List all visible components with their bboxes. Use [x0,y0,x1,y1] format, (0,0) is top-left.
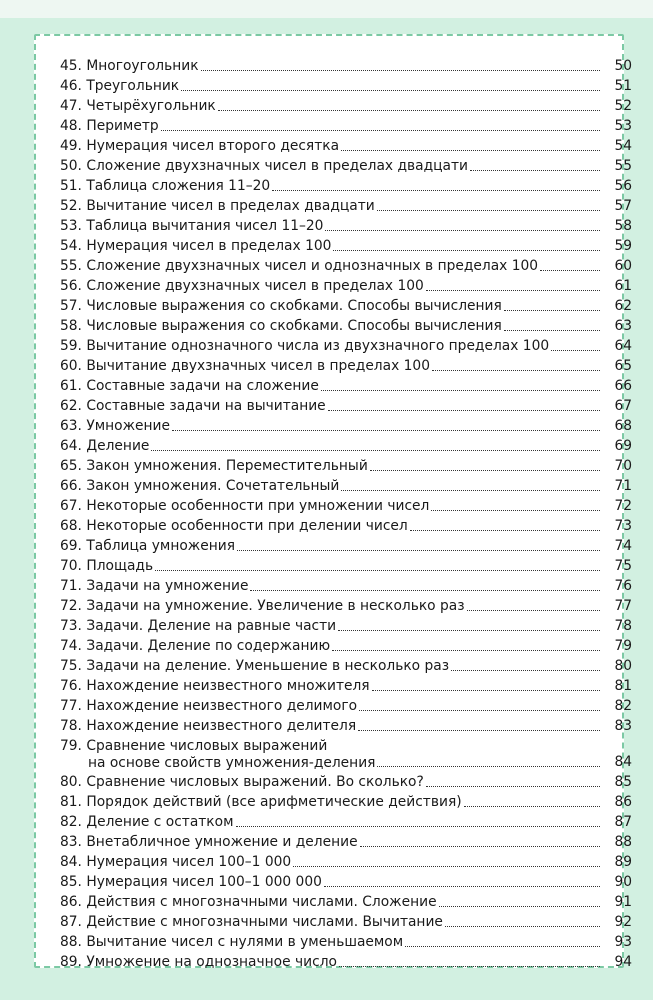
dot-leader [405,946,600,947]
toc-entry-page-number: 50 [614,58,632,74]
toc-entry-number: 62. [60,398,82,414]
toc-entry-text: Площадь [86,558,154,574]
dot-leader [161,130,600,131]
toc-entry[interactable] [60,336,632,356]
toc-entry-page-number: 93 [614,934,632,950]
toc-entry-title [60,696,357,716]
toc-entry-number: 70. [60,558,82,574]
toc-entry-number: 88. [60,934,82,950]
toc-entry[interactable] [60,376,632,396]
toc-entry[interactable] [60,772,632,792]
toc-entry-number: 63. [60,418,82,434]
toc-entry-number: 60. [60,358,82,374]
toc-entry[interactable] [60,616,632,636]
toc-entry-title [60,196,375,216]
toc-entry-page-number: 87 [614,814,632,830]
toc-entry[interactable] [60,56,632,76]
toc-entry-title [60,476,339,496]
toc-entry-page-number: 86 [614,794,632,810]
toc-entry[interactable] [60,316,632,336]
toc-entry-title [60,256,538,276]
toc-entry-text: Сравнение числовых выражений [86,738,328,754]
toc-entry-page-number: 94 [614,954,632,970]
dot-leader [464,806,600,807]
toc-entry-title [60,216,323,236]
dot-leader [359,710,600,711]
toc-entry-text: Периметр [86,118,159,134]
toc-entry[interactable] [60,696,632,716]
toc-entry-number: 56. [60,278,82,294]
dot-leader [370,470,600,471]
toc-entry-title [60,116,159,136]
toc-entry-text: Закон умножения. Переместительный [86,458,368,474]
toc-entry-title [60,656,449,676]
dot-leader [341,150,600,151]
dot-leader [321,390,600,391]
toc-entry-text: Закон умножения. Сочетательный [86,478,340,494]
table-of-contents [60,56,632,972]
toc-entry-text: Нахождение неизвестного делимого [86,698,358,714]
toc-entry-text: Числовые выражения со скобками. Способы вычисления [86,298,502,314]
dot-leader [372,690,600,691]
toc-entry-page-number: 76 [614,578,632,594]
dot-leader [293,866,600,867]
toc-entry-title [60,156,468,176]
toc-entry[interactable] [60,596,632,616]
dot-leader [377,766,600,767]
toc-entry-number: 82. [60,814,82,830]
toc-entry-title [60,812,234,832]
toc-entry-number: 67. [60,498,82,514]
toc-entry-text: Нахождение неизвестного множителя [86,678,370,694]
toc-entry-page-number: 55 [614,158,632,174]
toc-entry-number: 53. [60,218,82,234]
toc-entry-number: 83. [60,834,82,850]
toc-entry-page-number: 51 [614,78,632,94]
toc-entry[interactable] [60,676,632,696]
dot-leader [551,350,600,351]
toc-entry-text: Таблица сложения 11–20 [86,178,271,194]
toc-entry[interactable] [60,356,632,376]
dot-leader [332,650,600,651]
dot-leader [272,190,600,191]
toc-entry-text: Задачи. Деление по содержанию [86,638,331,654]
toc-entry-number: 57. [60,298,82,314]
dot-leader [151,450,600,451]
toc-entry-page-number: 60 [614,258,632,274]
toc-entry-page-number: 66 [614,378,632,394]
toc-entry-text: Внетабличное умножение и деление [86,834,358,850]
toc-entry-page-number: 71 [614,478,632,494]
toc-entry[interactable] [60,852,632,872]
toc-entry-title [60,738,375,772]
toc-entry-text: Задачи на умножение [86,578,249,594]
dot-leader [328,410,600,411]
toc-entry-number: 87. [60,914,82,930]
toc-entry-page-number: 57 [614,198,632,214]
toc-entry-title [60,536,235,556]
toc-entry[interactable] [60,296,632,316]
toc-entry-text: Действие с многозначными числами. Вычитание [86,914,443,930]
toc-entry-text: Сложение двухзначных чисел в пределах двадцати [86,158,468,174]
toc-entry-page-number: 89 [614,854,632,870]
dot-leader [181,90,600,91]
toc-entry-text: Некоторые особенности при умножении чисел [86,498,430,514]
toc-entry-page-number: 72 [614,498,632,514]
toc-entry[interactable] [60,952,632,972]
toc-entry[interactable] [60,832,632,852]
dot-leader [470,170,600,171]
toc-entry[interactable] [60,416,632,436]
toc-entry-number: 75. [60,658,82,674]
toc-entry[interactable] [60,176,632,196]
toc-entry-number: 51. [60,178,82,194]
toc-entry-page-number: 69 [614,438,632,454]
toc-entry-number: 78. [60,718,82,734]
toc-entry-page-number: 58 [614,218,632,234]
toc-entry-title [60,516,408,536]
toc-entry-page-number: 59 [614,238,632,254]
toc-entry-text: Составные задачи на сложение [86,378,319,394]
dot-leader [445,926,600,927]
toc-entry[interactable] [60,932,632,952]
toc-entry-page-number: 63 [614,318,632,334]
toc-entry-title [60,496,429,516]
toc-entry-number: 76. [60,678,82,694]
toc-entry-text: Таблица вычитания чисел 11–20 [86,218,324,234]
toc-entry-text: Нумерация чисел 100–1 000 000 [86,874,322,890]
toc-entry-number: 68. [60,518,82,534]
toc-entry-text: Числовые выражения со скобками. Способы вычисления [86,318,502,334]
toc-entry-number: 49. [60,138,82,154]
toc-entry-title [60,772,424,792]
toc-entry-text: Составные задачи на вычитание [86,398,326,414]
toc-entry-page-number: 84 [614,754,632,770]
dot-leader [358,730,600,731]
toc-entry-title [60,912,443,932]
toc-entry-title [60,872,322,892]
toc-entry-page-number: 65 [614,358,632,374]
toc-entry-title [60,296,502,316]
toc-entry-title [60,636,330,656]
dot-leader [540,270,600,271]
toc-entry-number: 59. [60,338,82,354]
toc-entry-number: 61. [60,378,82,394]
toc-entry-title [60,96,216,116]
toc-entry-text: Задачи на деление. Уменьшение в несколько раз [86,658,450,674]
toc-entry-page-number: 56 [614,178,632,194]
toc-entry-number: 47. [60,98,82,114]
toc-entry-text: Нахождение неизвестного делителя [86,718,357,734]
toc-entry-number: 85. [60,874,82,890]
toc-entry-title [60,376,319,396]
toc-entry-title [60,852,291,872]
toc-entry-title [60,316,502,336]
toc-entry[interactable] [60,792,632,812]
toc-entry-page-number: 80 [614,658,632,674]
toc-entry-page-number: 74 [614,538,632,554]
toc-entry-text: Вычитание двухзначных чисел в пределах 100 [86,358,430,374]
toc-entry-text: Многоугольник [86,58,199,74]
dot-leader [360,846,600,847]
toc-entry-text: Сложение двухзначных чисел и однозначных в пределах 100 [86,258,539,274]
toc-entry-text: Вычитание однозначного числа из двухзначного пределах 100 [86,338,550,354]
toc-entry-page-number: 67 [614,398,632,414]
toc-entry[interactable] [60,396,632,416]
toc-entry-title [60,952,337,972]
toc-entry-number: 50. [60,158,82,174]
toc-entry-number: 64. [60,438,82,454]
toc-entry-text: Вычитание чисел в пределах двадцати [86,198,375,214]
toc-entry-title [60,176,270,196]
toc-entry-number: 81. [60,794,82,810]
toc-entry-number: 77. [60,698,82,714]
dot-leader [504,310,600,311]
dot-leader [172,430,600,431]
dot-leader [431,510,600,511]
toc-entry-page-number: 70 [614,458,632,474]
dot-leader [426,786,600,787]
toc-entry[interactable] [60,516,632,536]
toc-entry-text: Вычитание чисел с нулями в уменьшаемом [86,934,404,950]
toc-entry[interactable] [60,256,632,276]
toc-entry-page-number: 77 [614,598,632,614]
toc-entry-number: 71. [60,578,82,594]
toc-entry-number: 84. [60,854,82,870]
toc-entry[interactable] [60,116,632,136]
toc-entry-title [60,932,403,952]
toc-entry-title [60,616,336,636]
toc-entry-page-number: 78 [614,618,632,634]
toc-entry-page-number: 83 [614,718,632,734]
toc-entry[interactable] [60,636,632,656]
toc-entry-page-number: 88 [614,834,632,850]
toc-entry[interactable] [60,476,632,496]
toc-entry-text: Деление с остатком [86,814,234,830]
toc-entry-number: 74. [60,638,82,654]
toc-entry-page-number: 64 [614,338,632,354]
toc-entry-text: Нумерация чисел 100–1 000 [86,854,292,870]
toc-entry[interactable] [60,556,632,576]
dot-leader [218,110,600,111]
dot-leader [504,330,600,331]
toc-entry-number: 72. [60,598,82,614]
toc-entry-text: Умножение [86,418,171,434]
toc-entry-page-number: 75 [614,558,632,574]
toc-entry-text: Нумерация чисел второго десятка [86,138,340,154]
page-top-band [0,0,653,18]
toc-entry[interactable] [60,456,632,476]
toc-entry-page-number: 62 [614,298,632,314]
dot-leader [155,570,600,571]
toc-entry-number: 65. [60,458,82,474]
toc-entry-title [60,436,149,456]
toc-entry[interactable] [60,872,632,892]
toc-entry-page-number: 52 [614,98,632,114]
toc-entry-text: Некоторые особенности при делении чисел [86,518,408,534]
toc-entry-title [60,396,326,416]
toc-entry-number: 48. [60,118,82,134]
toc-entry[interactable] [60,76,632,96]
toc-entry-number: 80. [60,774,82,790]
toc-entry-text: Задачи. Деление на равные части [86,618,337,634]
toc-entry-page-number: 81 [614,678,632,694]
toc-entry-number: 69. [60,538,82,554]
toc-entry-title [60,56,199,76]
toc-entry-title [60,556,153,576]
dot-leader [439,906,600,907]
toc-entry-text: Нумерация чисел в пределах 100 [86,238,332,254]
toc-entry-text: Действия с многозначными числами. Сложение [86,894,437,910]
toc-entry-text: Сравнение числовых выражений. Во сколько? [86,774,424,790]
toc-entry-text: Задачи на умножение. Увеличение в несколько раз [86,598,465,614]
toc-entry-text: Деление [86,438,150,454]
dot-leader [426,290,600,291]
toc-entry-title [60,456,368,476]
toc-entry[interactable] [60,536,632,556]
toc-entry-title [60,356,430,376]
toc-entry-text: Порядок действий (все арифметические действия) [86,794,462,810]
toc-entry-number: 45. [60,58,82,74]
toc-entry-number: 66. [60,478,82,494]
toc-entry-title [60,576,248,596]
dot-leader [377,210,600,211]
toc-entry[interactable] [60,136,632,156]
dot-leader [201,70,600,71]
dot-leader [338,630,600,631]
toc-entry-page-number: 92 [614,914,632,930]
toc-entry[interactable] [60,892,632,912]
toc-entry-number: 79. [60,738,82,754]
toc-entry-title [60,336,549,356]
dot-leader [333,250,600,251]
toc-entry-number: 55. [60,258,82,274]
toc-entry-title [60,236,331,256]
toc-entry-title [60,792,462,812]
toc-entry-number: 46. [60,78,82,94]
toc-entry-title [60,416,170,436]
toc-entry-page-number: 91 [614,894,632,910]
toc-entry[interactable] [60,276,632,296]
toc-entry-page-number: 79 [614,638,632,654]
dot-leader [339,966,600,967]
toc-entry-text: Четырёхугольник [86,98,216,114]
toc-entry[interactable] [60,716,632,736]
dot-leader [236,826,601,827]
toc-entry-title [60,276,424,296]
toc-entry[interactable] [60,156,632,176]
toc-entry-text: Треугольник [86,78,180,94]
dot-leader [324,886,600,887]
toc-entry-page-number: 68 [614,418,632,434]
toc-entry[interactable] [60,216,632,236]
toc-entry[interactable] [60,436,632,456]
toc-entry[interactable] [60,196,632,216]
dot-leader [410,530,600,531]
toc-entry[interactable] [60,236,632,256]
toc-entry-page-number: 82 [614,698,632,714]
toc-entry-title [60,716,356,736]
dot-leader [237,550,600,551]
toc-entry-number: 86. [60,894,82,910]
toc-entry-number: 73. [60,618,82,634]
dot-leader [432,370,600,371]
toc-entry-title [60,76,179,96]
toc-entry-title [60,892,437,912]
toc-entry-text: Таблица умножения [86,538,235,554]
toc-entry-number: 58. [60,318,82,334]
toc-entry-number: 89. [60,954,82,970]
toc-entry-number: 52. [60,198,82,214]
toc-entry[interactable] [60,912,632,932]
toc-entry-text: Сложение двухзначных чисел в пределах 100 [86,278,424,294]
toc-entry[interactable] [60,736,632,772]
toc-entry-title [60,596,465,616]
toc-entry-number: 54. [60,238,82,254]
toc-entry-page-number: 90 [614,874,632,890]
toc-entry[interactable] [60,96,632,116]
dot-leader [341,490,600,491]
toc-entry-page-number: 53 [614,118,632,134]
toc-entry-page-number: 61 [614,278,632,294]
dot-leader [451,670,600,671]
dot-leader [467,610,600,611]
dot-leader [250,590,600,591]
dot-leader [325,230,600,231]
toc-entry-title [60,832,358,852]
toc-entry[interactable] [60,812,632,832]
toc-entry[interactable] [60,576,632,596]
toc-entry-title [60,676,370,696]
toc-entry-text-continued: на основе свойств умножения-деления [88,755,376,771]
toc-entry-title [60,136,339,156]
toc-entry-page-number: 85 [614,774,632,790]
toc-entry[interactable] [60,496,632,516]
toc-entry-page-number: 73 [614,518,632,534]
toc-entry-page-number: 54 [614,138,632,154]
toc-entry[interactable] [60,656,632,676]
toc-entry-text: Умножение на однозначное число [86,954,337,970]
